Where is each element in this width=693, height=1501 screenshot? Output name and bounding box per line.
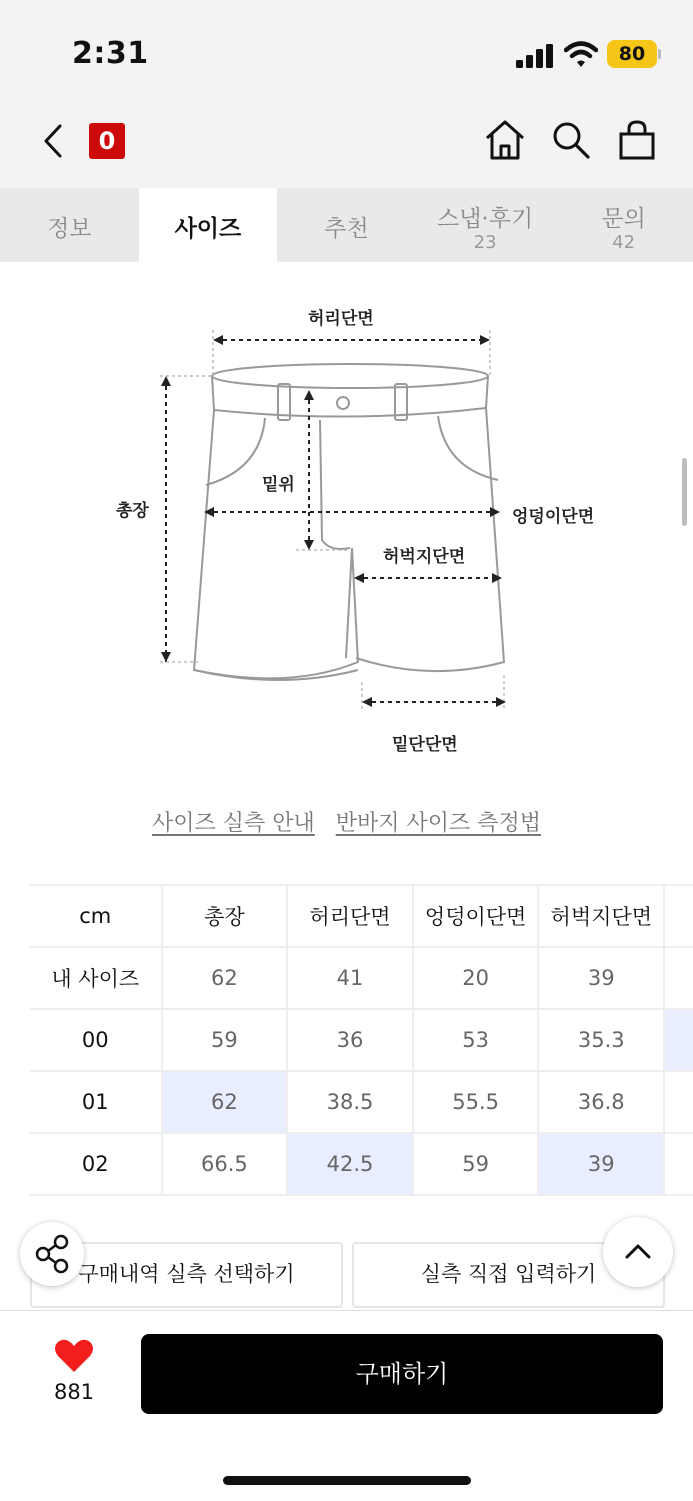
home-indicator <box>223 1476 471 1485</box>
table-cell: 20 <box>413 947 539 1009</box>
label-thigh: 허벅지단면 <box>383 547 466 567</box>
tab-label: 정보 <box>47 216 92 242</box>
table-row <box>30 1009 693 1071</box>
tab-label: 스냅·후기 <box>436 206 534 232</box>
table-cell: 55.5 <box>413 1071 539 1133</box>
tab-label: 사이즈 <box>174 216 242 242</box>
size-table <box>30 884 693 1196</box>
tab-size[interactable] <box>139 188 278 262</box>
tab-recommend[interactable] <box>277 188 416 262</box>
label-waist: 허리단면 <box>308 309 374 329</box>
label-length: 총장 <box>116 501 149 521</box>
table-header-cell: 엉덩이단면 <box>413 885 539 947</box>
label-hip: 엉덩이단면 <box>512 507 595 527</box>
table-header-row <box>30 885 693 947</box>
table-row <box>30 1133 693 1195</box>
table-cell: 59 <box>162 1009 288 1071</box>
shopping-bag-icon[interactable] <box>618 119 656 161</box>
row-label: 01 <box>30 1071 162 1133</box>
table-cell: 59 <box>413 1133 539 1195</box>
tab-bar <box>0 188 693 262</box>
back-icon[interactable] <box>40 122 66 160</box>
label-hem: 밑단단면 <box>392 735 458 755</box>
wifi-icon <box>564 40 598 68</box>
brand-logo[interactable]: 0 <box>89 123 125 159</box>
status-time: 2:31 <box>72 36 149 71</box>
share-button[interactable] <box>20 1222 84 1286</box>
table-row <box>30 947 693 1009</box>
table-cell: 36 <box>287 1009 413 1071</box>
table-cell: 36.8 <box>538 1071 664 1133</box>
table-header-cell: 허리단면 <box>287 885 413 947</box>
table-header-cell: 총장 <box>162 885 288 947</box>
scrollbar[interactable] <box>682 458 687 526</box>
table-cell: 62 <box>162 1071 288 1133</box>
row-label: 내 사이즈 <box>30 947 162 1009</box>
tab-inquiry[interactable] <box>554 188 693 262</box>
table-cell: 39 <box>538 1133 664 1195</box>
table-cell <box>664 1133 693 1195</box>
table-cell <box>664 1009 693 1071</box>
direct-input-size-button[interactable]: 실측 직접 입력하기 <box>352 1242 665 1308</box>
tab-label: 추천 <box>324 216 369 242</box>
size-diagram <box>100 290 640 760</box>
table-header-cell: cm <box>30 885 162 947</box>
tab-snap-review[interactable] <box>416 188 555 262</box>
battery-tip <box>658 49 661 59</box>
table-cell: 39 <box>538 947 664 1009</box>
chevron-up-icon <box>603 1217 673 1287</box>
like-count: 881 <box>53 1380 95 1404</box>
row-label: 02 <box>30 1133 162 1195</box>
scroll-to-top-button[interactable] <box>603 1217 673 1287</box>
size-guide-link[interactable]: 사이즈 실측 안내 <box>151 811 315 836</box>
search-icon[interactable] <box>551 120 591 160</box>
heart-icon[interactable] <box>54 1338 94 1374</box>
table-cell: 62 <box>162 947 288 1009</box>
table-cell <box>664 885 693 947</box>
tab-count: 23 <box>473 232 497 253</box>
table-cell: 66.5 <box>162 1133 288 1195</box>
label-rise: 밑위 <box>262 475 295 495</box>
measure-method-link[interactable]: 반바지 사이즈 측정법 <box>335 811 542 836</box>
table-cell <box>664 1071 693 1133</box>
table-cell: 42.5 <box>287 1133 413 1195</box>
battery-indicator: 80 <box>607 40 657 68</box>
table-row <box>30 1071 693 1133</box>
table-cell <box>664 947 693 1009</box>
cellular-signal-icon <box>516 44 554 68</box>
table-cell: 35.3 <box>538 1009 664 1071</box>
size-links <box>0 806 693 837</box>
tab-count: 42 <box>612 232 636 253</box>
table-cell: 38.5 <box>287 1071 413 1133</box>
share-icon <box>20 1222 84 1286</box>
table-cell: 41 <box>287 947 413 1009</box>
home-icon[interactable] <box>484 119 526 161</box>
tab-label: 문의 <box>601 206 646 232</box>
table-header-cell: 허벅지단면 <box>538 885 664 947</box>
buy-button[interactable]: 구매하기 <box>141 1334 663 1414</box>
tab-info[interactable] <box>0 188 139 262</box>
purchase-history-size-button[interactable]: 구매내역 실측 선택하기 <box>30 1242 343 1308</box>
row-label: 00 <box>30 1009 162 1071</box>
table-cell: 53 <box>413 1009 539 1071</box>
